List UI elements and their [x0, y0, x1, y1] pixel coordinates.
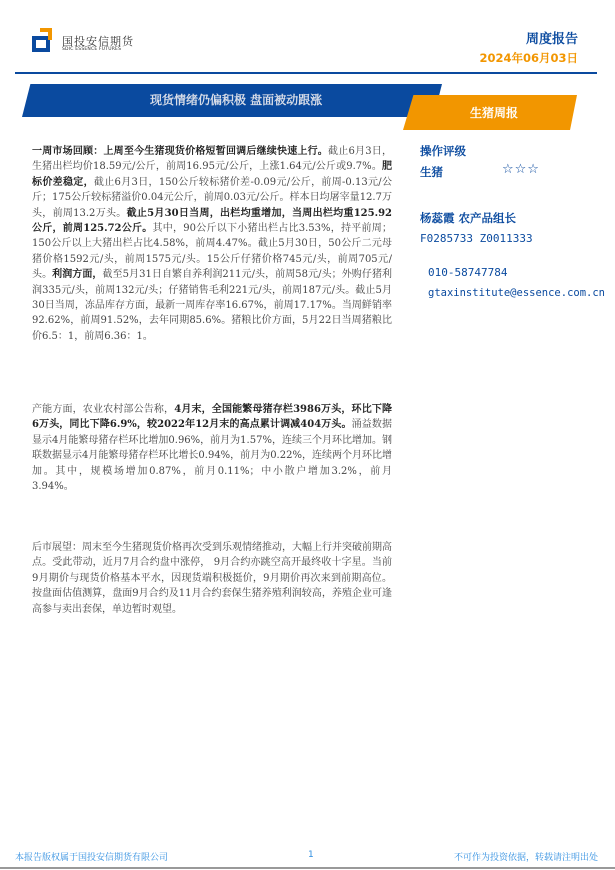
report-title: 现货情绪仍偏积极 盘面被动跟涨	[150, 93, 323, 107]
report-type: 周度报告	[525, 32, 578, 47]
rating-label: 操作评级	[420, 144, 466, 158]
company-name-cn: 国投安信期货	[62, 35, 134, 48]
text-segment: 产能方面，农业农村部公告称，	[32, 404, 175, 415]
capacity-paragraph	[32, 402, 392, 494]
rating-product: 生猪	[420, 165, 443, 179]
contact-email[interactable]: gtaxinstitute@essence.com.cn	[428, 287, 606, 299]
market-review-paragraph	[32, 144, 392, 344]
bold-text-segment: 利润方面，	[52, 269, 103, 281]
text-segment: 涌益数据显示4月能繁母猪存栏环比增加0.96%，前月为1.57%，连续三个月环比增加。钢联数据显示4月能繁母猪存栏环比增长0.94%，前月为0.22%，连续两个月环比增加。其中，规模场增加0.87%，前月0.11%；中小散户增加3.2%，前月3.94%。	[32, 419, 393, 493]
footer-disclaimer: 不可作为投资依据，转载请注明出处	[453, 853, 598, 863]
text-segment: 截止6月3日，生猪出栏均价18.59元/公斤，前周16.95元/公斤，上涨1.64元/公斤或9.7%。	[32, 146, 393, 173]
text-segment: 其中，90公斤以下小猪出栏占比3.53%，持平前周；150公斤以上大猪出栏占比4.58%，前周4.47%。截止5月30日，50公斤二元母猪价格1592元/头，前周1575元/头。15公斤仔猪价格745元/头，前周705元/头。	[32, 223, 392, 281]
category-tag-label: 生猪周报	[470, 106, 519, 120]
analyst-name: 杨蕊霞 农产品组长	[420, 211, 517, 225]
bold-text-segment: 截止5月30日当周，出栏均重增加，当周出栏均重125.92公斤，前周125.72公斤。	[32, 207, 392, 235]
rating-stars-icon: ☆☆☆	[502, 162, 540, 177]
analyst-license: F0285733 Z0011333	[420, 232, 533, 245]
text-segment: 截至5月31日自繁自养利润211元/头，前周58元/头；外购仔猪利润335元/头，前周132元/头；仔猪销售毛利221元/头，前周187元/头。截止5月30日当周，冻品库存方面，最新一周库存率16.67%，前周17.17%。当周鲜销率92.62%，前周91.52%，去年同期85.6%。猪粮比价方面，5月22日当周猪粮比价6.5：1，前周6.36：1。	[32, 269, 393, 342]
company-logo-icon	[32, 28, 56, 52]
report-date: 2024年06月03日	[479, 51, 578, 65]
outlook-paragraph	[32, 540, 392, 617]
text-segment: 后市展望：周末至今生猪现货价格再次受到乐观情绪推动，大幅上行并突破前期高点。受此带动，近月7月合约盘中涨停， 9月合约亦跳空高开最终收十字星。当前9月期价与现货价格基本平水，因现货端积极挺价，9月期价再次来到前期高位。按盘面估值测算，盘面9月合约及11月合约套保生猪养殖利润较高，养殖企业可逢高参与卖出套保，单边暂时观望。	[32, 542, 392, 615]
page-number: 1	[308, 850, 314, 860]
company-name-en: SDIC ESSENCE FUTURES	[62, 47, 122, 52]
contact-phone: 010-58747784	[428, 266, 508, 279]
header-divider	[15, 72, 597, 74]
text-segment: 截止6月3日，150公斤较标猪价差-0.09元/公斤，前周-0.13元/公斤；175公斤较标猪溢价0.04元公斤，前周0.03元/公斤。样本日均屠宰量12.7万头，前周13.2万头。	[32, 176, 392, 219]
bold-text-segment: 一周市场回顾：上周至今生猪现货价格短暂回调后继续快速上行。	[32, 146, 329, 157]
bold-text-segment: 肥标价差稳定，	[32, 161, 392, 188]
bold-text-segment: 4月末，全国能繁母猪存栏3986万头，环比下降6万头，同比下降6.9%，较2022年12月末的高点累计调减404万头。	[32, 404, 393, 431]
footer-divider	[0, 867, 615, 869]
footer-copyright: 本报告版权属于国投安信期货有限公司	[15, 853, 169, 863]
